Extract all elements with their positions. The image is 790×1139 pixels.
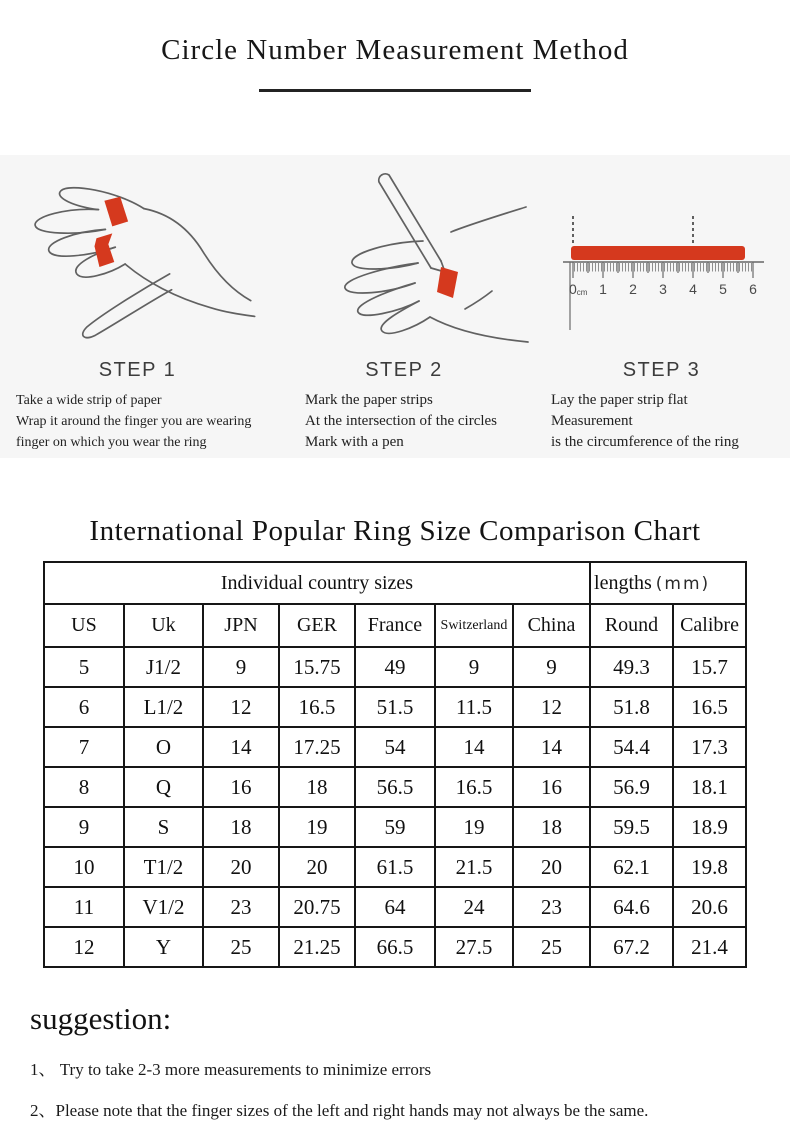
table-cell: 12 xyxy=(44,927,124,967)
step-1-line: Take a wide strip of paper xyxy=(16,393,162,408)
table-cell: 14 xyxy=(513,727,590,767)
group-header-row xyxy=(44,562,746,604)
table-cell: 6 xyxy=(44,687,124,727)
ruler-number: 4 xyxy=(688,281,697,297)
table-row xyxy=(44,767,746,807)
table-cell: 12 xyxy=(203,687,279,727)
page-title: Circle Number Measurement Method xyxy=(161,34,629,66)
table-cell: 49 xyxy=(355,647,435,687)
column-header-uk: Uk xyxy=(124,604,203,647)
step-2-line: Mark with a pen xyxy=(305,434,404,450)
ruler-unit-label: cm xyxy=(576,288,587,297)
table-cell: Q xyxy=(124,767,203,807)
ruler-icon xyxy=(558,210,766,336)
ruler-number: 6 xyxy=(748,281,757,297)
table-cell: 9 xyxy=(435,647,513,687)
ruler-number: 0cm xyxy=(568,281,587,297)
ruler-number: 2 xyxy=(628,281,637,297)
table-cell: 56.5 xyxy=(355,767,435,807)
paper-strip xyxy=(437,267,458,298)
table-cell: 49.3 xyxy=(590,647,673,687)
table-cell: 21.25 xyxy=(279,927,355,967)
lengths-unit: (mm) xyxy=(655,573,711,594)
table-cell: 19.8 xyxy=(673,847,746,887)
step-2-illustration xyxy=(275,155,533,353)
hand-with-paper-strip-icon xyxy=(19,175,257,353)
table-cell: 51.5 xyxy=(355,687,435,727)
column-header-china: China xyxy=(513,604,590,647)
table-cell: 51.8 xyxy=(590,687,673,727)
step-3 xyxy=(533,155,790,458)
table-cell: 61.5 xyxy=(355,847,435,887)
step-3-line: Lay the paper strip flat xyxy=(551,392,688,408)
lengths-label: lengths xyxy=(594,571,652,594)
table-cell: 9 xyxy=(203,647,279,687)
table-cell: 14 xyxy=(435,727,513,767)
table-cell: T1/2 xyxy=(124,847,203,887)
column-header-jpn: JPN xyxy=(203,604,279,647)
table-cell: 10 xyxy=(44,847,124,887)
table-cell: 27.5 xyxy=(435,927,513,967)
suggestion-heading: suggestion: xyxy=(30,1001,172,1036)
group-header-lengths xyxy=(590,562,746,604)
table-cell: 24 xyxy=(435,887,513,927)
table-cell: 59 xyxy=(355,807,435,847)
ruler-number: 1 xyxy=(598,281,607,297)
ruler-major-ticks xyxy=(573,262,753,278)
step-1-label: STEP 1 xyxy=(98,359,177,381)
column-header-ger: GER xyxy=(279,604,355,647)
table-cell: 66.5 xyxy=(355,927,435,967)
table-cell: 62.1 xyxy=(590,847,673,887)
pen-icon xyxy=(379,174,441,268)
step-1-illustration xyxy=(0,155,275,353)
column-header-calibre: Calibre xyxy=(673,604,746,647)
table-cell: 54.4 xyxy=(590,727,673,767)
table-cell: 11.5 xyxy=(435,687,513,727)
table-cell: 15.75 xyxy=(279,647,355,687)
table-cell: 8 xyxy=(44,767,124,807)
table-cell: 16.5 xyxy=(279,687,355,727)
table-cell: 20 xyxy=(513,847,590,887)
table-row xyxy=(44,847,746,887)
table-row xyxy=(44,647,746,687)
step-2-line: At the intersection of the circles xyxy=(305,413,498,429)
step-1-description xyxy=(0,390,275,453)
step-3-illustration xyxy=(533,155,790,353)
paper-strip xyxy=(94,233,114,267)
table-cell: 12 xyxy=(513,687,590,727)
table-cell: 16 xyxy=(513,767,590,807)
column-header-us: US xyxy=(44,604,124,647)
table-cell: 15.7 xyxy=(673,647,746,687)
table-cell: L1/2 xyxy=(124,687,203,727)
step-2-line: Mark the paper strips xyxy=(305,392,433,408)
table-cell: 11 xyxy=(44,887,124,927)
table-cell: O xyxy=(124,727,203,767)
table-cell: 56.9 xyxy=(590,767,673,807)
table-cell: 64.6 xyxy=(590,887,673,927)
table-cell: 9 xyxy=(513,647,590,687)
table-cell: 18 xyxy=(279,767,355,807)
column-header-france: France xyxy=(355,604,435,647)
table-cell: 18.9 xyxy=(673,807,746,847)
paper-strip xyxy=(104,197,128,227)
table-cell: 64 xyxy=(355,887,435,927)
table-cell: 17.3 xyxy=(673,727,746,767)
table-cell: 54 xyxy=(355,727,435,767)
step-2-description xyxy=(275,390,533,453)
table-cell: 19 xyxy=(279,807,355,847)
table-cell: 9 xyxy=(44,807,124,847)
suggestion-section xyxy=(0,1001,790,1121)
hand-marking-with-pen-icon xyxy=(278,171,530,353)
table-cell: 25 xyxy=(203,927,279,967)
table-cell: 16 xyxy=(203,767,279,807)
column-header-row xyxy=(44,604,746,647)
table-row xyxy=(44,687,746,727)
table-cell: 5 xyxy=(44,647,124,687)
table-cell: 25 xyxy=(513,927,590,967)
ruler-number: 3 xyxy=(658,281,667,297)
paper-strip xyxy=(571,246,745,260)
table-row xyxy=(44,727,746,767)
table-cell: 16.5 xyxy=(435,767,513,807)
table-cell: 21.5 xyxy=(435,847,513,887)
steps-section xyxy=(0,155,790,458)
step-2 xyxy=(275,155,533,458)
step-1-line: Wrap it around the finger you are wearing xyxy=(16,414,252,429)
column-header-round: Round xyxy=(590,604,673,647)
table-cell: 16.5 xyxy=(673,687,746,727)
column-header-switzerland: Switzerland xyxy=(435,604,513,647)
table-cell: 18 xyxy=(513,807,590,847)
chart-heading: International Popular Ring Size Comparison Chart xyxy=(89,515,701,547)
table-cell: 17.25 xyxy=(279,727,355,767)
table-cell: 23 xyxy=(203,887,279,927)
table-cell: S xyxy=(124,807,203,847)
table-cell: 7 xyxy=(44,727,124,767)
table-row xyxy=(44,927,746,967)
table-cell: 20 xyxy=(279,847,355,887)
guide-dashes xyxy=(573,216,693,244)
suggestion-item: 2、Please note that the finger sizes of the left and right hands may not always be the same. xyxy=(30,1101,649,1120)
step-3-description xyxy=(533,390,790,453)
step-2-label: STEP 2 xyxy=(365,359,443,381)
table-row xyxy=(44,887,746,927)
table-cell: 18.1 xyxy=(673,767,746,807)
table-cell: 18 xyxy=(203,807,279,847)
step-1 xyxy=(0,155,275,458)
title-underline xyxy=(259,89,531,92)
table-cell: 23 xyxy=(513,887,590,927)
step-3-line: Measurement xyxy=(551,413,633,429)
step-3-line: is the circumference of the ring xyxy=(551,434,739,450)
table-cell: 14 xyxy=(203,727,279,767)
table-cell: 67.2 xyxy=(590,927,673,967)
table-cell: 20.75 xyxy=(279,887,355,927)
table-body xyxy=(44,647,746,967)
header xyxy=(0,0,790,155)
ruler-number: 5 xyxy=(718,281,727,297)
table-cell: 59.5 xyxy=(590,807,673,847)
step-3-label: STEP 3 xyxy=(622,359,701,381)
group-header-countries: Individual country sizes xyxy=(44,562,590,604)
size-comparison-table xyxy=(43,561,747,968)
table-cell: Y xyxy=(124,927,203,967)
table-cell: 20.6 xyxy=(673,887,746,927)
step-1-line: finger on which you wear the ring xyxy=(16,435,207,450)
table-cell: J1/2 xyxy=(124,647,203,687)
table-cell: 19 xyxy=(435,807,513,847)
table-cell: V1/2 xyxy=(124,887,203,927)
suggestion-item: 1、 Try to take 2-3 more measurements to minimize errors xyxy=(30,1060,432,1079)
table-cell: 21.4 xyxy=(673,927,746,967)
table-cell: 20 xyxy=(203,847,279,887)
table-row xyxy=(44,807,746,847)
